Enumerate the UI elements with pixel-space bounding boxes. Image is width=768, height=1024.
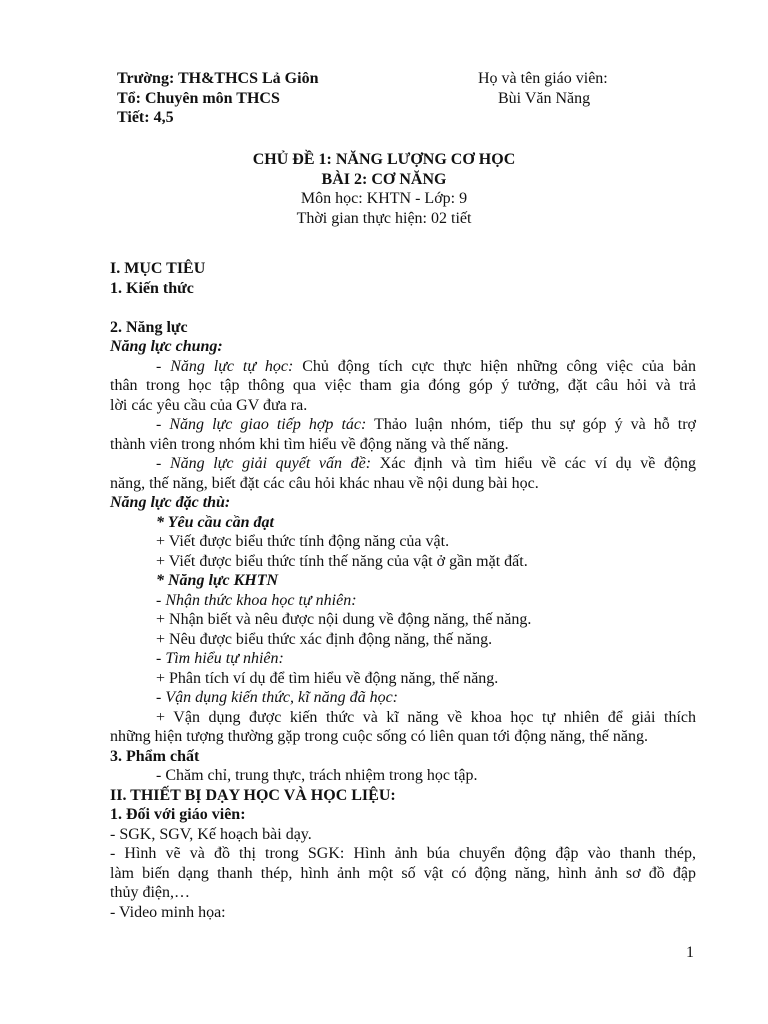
teacher-name: Bùi Văn Năng: [498, 89, 591, 107]
self-learning-line-1: [110, 357, 696, 377]
section-1-heading: I. MỤC TIÊU: [110, 260, 206, 277]
blank-line: [110, 298, 696, 318]
qualities-heading: 3. Phẩm chất: [110, 747, 200, 765]
materials-item: - Video minh họa:: [110, 903, 226, 921]
problem-solving-line-1: [110, 454, 696, 474]
duration-line: Thời gian thực hiện: 02 tiết: [296, 209, 472, 227]
khtn-heading: * Năng lực KHTN: [156, 572, 279, 589]
self-learning-label: - Năng lực tự học:: [156, 357, 294, 375]
apply-label: - Vận dụng kiến thức, kĩ năng đã học:: [156, 689, 398, 706]
problem-solving-label: - Năng lực giải quyết vấn đề:: [156, 455, 372, 472]
self-learning-line-3: lời các yêu cầu của GV đưa ra.: [110, 396, 308, 414]
cognition-label: - Nhận thức khoa học tự nhiên:: [156, 591, 357, 609]
school-name: Trường: TH&THCS Lả Giôn: [117, 70, 319, 87]
materials-item: - SGK, SGV, Kế hoạch bài dạy.: [110, 825, 312, 843]
problem-solving-line-2: năng, thế năng, biết đặt các câu hỏi khác nhau về nội dung bài học.: [110, 474, 539, 492]
problem-solving-text: Xác định và tìm hiểu về các ví dụ về động: [371, 455, 697, 472]
cooperation-label: - Năng lực giao tiếp hợp tác:: [156, 416, 367, 433]
topic-title: CHỦ ĐỀ 1: NĂNG LƯỢNG CƠ HỌC: [252, 151, 516, 168]
materials-item-2-line-1: - Hình vẽ và đồ thị trong SGK: Hình ảnh búa chuyển động đập vào thanh thép,: [110, 845, 696, 862]
section-2-heading: II. THIẾT BỊ DẠY HỌC VÀ HỌC LIỆU:: [110, 786, 396, 804]
page-number: 1: [686, 944, 694, 961]
requirement-item: + Viết được biểu thức tính thế năng của vật ở gần mặt đất.: [156, 552, 528, 570]
title-block: [0, 150, 768, 228]
header-right: [478, 69, 608, 108]
teacher-label: Họ và tên giáo viên:: [478, 70, 608, 87]
self-learning-line-2: thân trong học tập thông qua việc tham gia đóng góp ý tưởng, đặt câu hỏi và trả: [110, 377, 696, 394]
self-learning-text: Chủ động tích cực thực hiện những công việc của bản: [293, 357, 697, 375]
requirements-heading: * Yêu cầu cần đạt: [156, 513, 274, 531]
explore-label: - Tìm hiểu tự nhiên:: [156, 650, 284, 667]
general-competence-heading: Năng lực chung:: [110, 338, 223, 355]
qualities-item: - Chăm chỉ, trung thực, trách nhiệm trong học tập.: [156, 767, 478, 784]
materials-item-2-line-3: thủy điện,…: [110, 884, 190, 901]
knowledge-heading: 1. Kiến thức: [110, 279, 194, 297]
cooperation-text: Thảo luận nhóm, tiếp thu sự góp ý và hỗ trợ: [366, 416, 697, 433]
subject-line: Môn học: KHTN - Lớp: 9: [300, 190, 468, 207]
materials-item-2-line-2: làm biến dạng thanh thép, hình ảnh một số vật có động năng, hình ảnh sơ đồ đập: [110, 864, 696, 882]
header-left: [117, 69, 318, 128]
cooperation-line-2: thành viên trong nhóm khi tìm hiểu về động năng và thế năng.: [110, 435, 509, 453]
cognition-item: + Nêu được biểu thức xác định động năng, thế năng.: [156, 630, 493, 648]
document-body: [110, 259, 696, 922]
competence-heading: 2. Năng lực: [110, 318, 188, 336]
apply-line-2: những hiện tượng thường gặp trong cuộc sống có liên quan tới động năng, thế năng.: [110, 728, 648, 745]
cooperation-line-1: [110, 415, 696, 435]
lesson-period: Tiết: 4,5: [117, 109, 174, 126]
cognition-item: + Nhận biết và nêu được nội dung về động năng, thế năng.: [156, 611, 532, 628]
specific-competence-heading: Năng lực đặc thù:: [110, 494, 231, 511]
requirement-item: + Viết được biểu thức tính động năng của vật.: [156, 533, 450, 550]
apply-line-1: + Vận dụng được kiến thức và kĩ năng về khoa học tự nhiên để giải thích: [156, 708, 696, 726]
lesson-title: BÀI 2: CƠ NĂNG: [321, 170, 447, 188]
explore-item: + Phân tích ví dụ để tìm hiểu về động năng, thế năng.: [156, 669, 499, 687]
department-name: Tổ: Chuyên môn THCS: [117, 89, 280, 107]
teacher-materials-heading: 1. Đối với giáo viên:: [110, 806, 246, 823]
